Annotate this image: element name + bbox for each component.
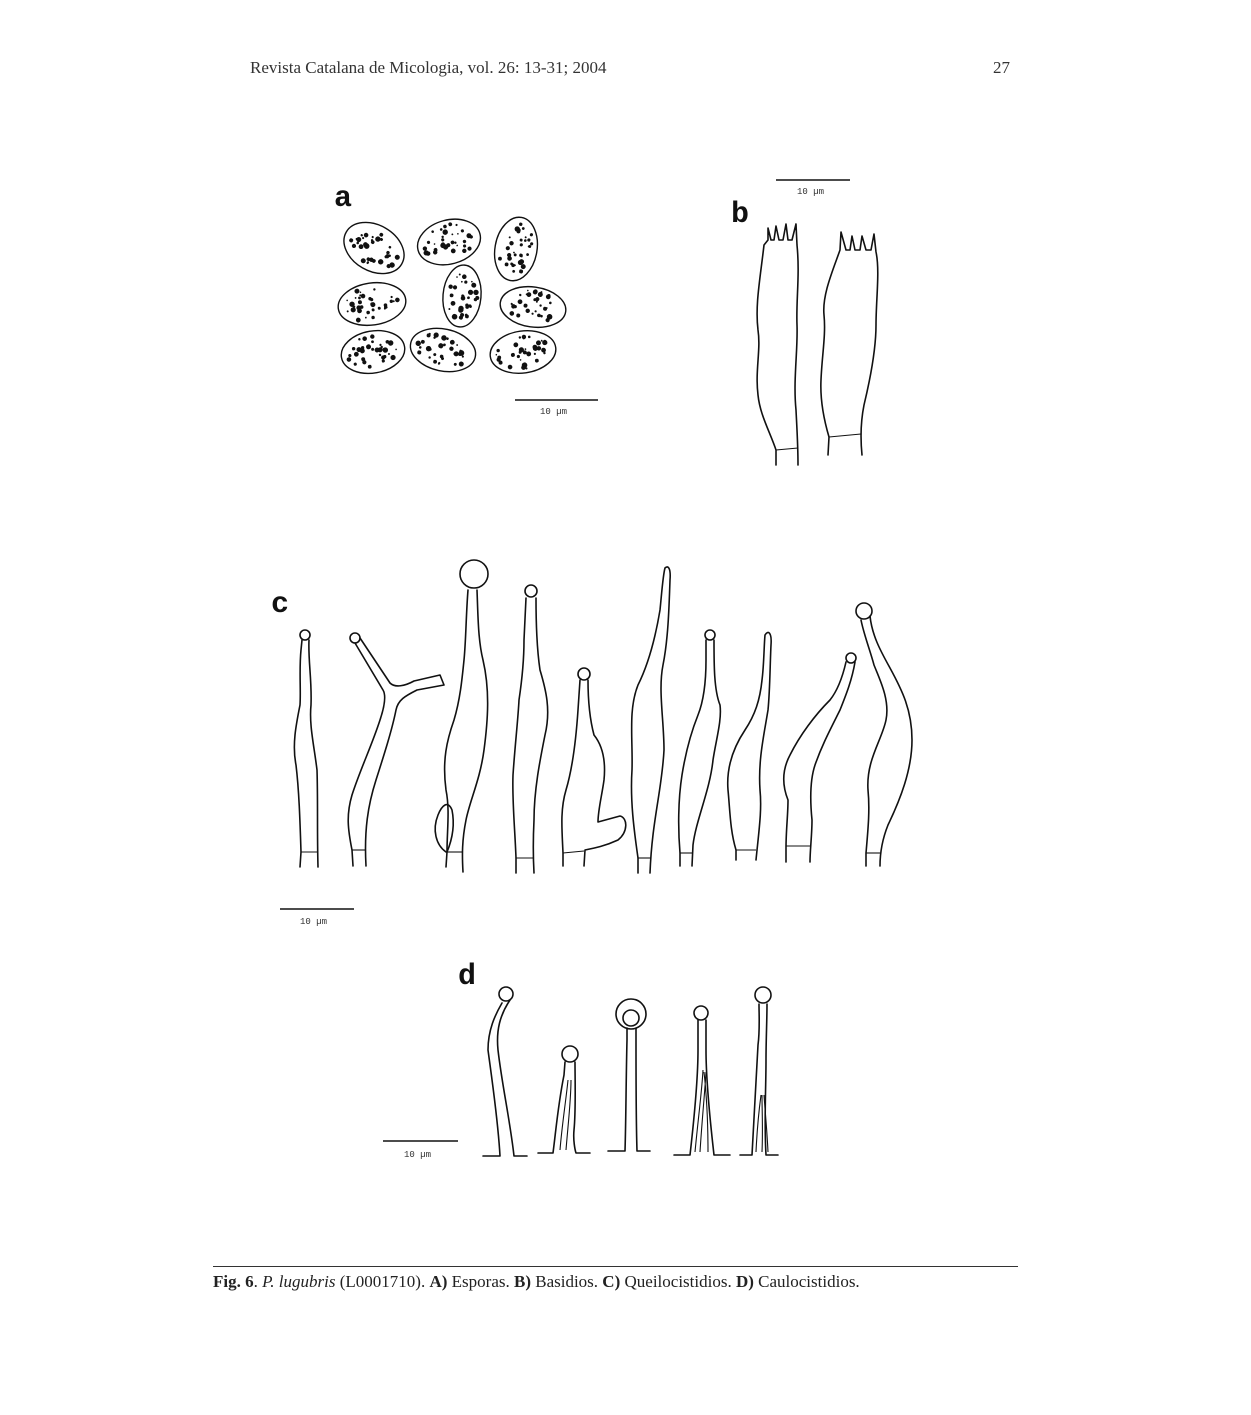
cheilocystidium-4 [513,598,548,873]
spore [335,212,413,284]
cheilocystidium-3 [445,590,488,872]
caulocystidium-5-capitulum [755,987,771,1003]
panel-c-letter: c [271,588,290,622]
spore-outline [406,323,479,378]
cheilocystidium-1 [294,640,318,867]
caption-b-key: B) [513,1272,531,1291]
panel-d-letter: d [458,960,477,994]
caption-c-key: C) [602,1272,621,1291]
caption-d-key: D) [735,1272,754,1291]
caption-d-text: Caulocistidios. [753,1272,860,1291]
spore [412,212,485,271]
spore [335,278,408,329]
cheilocystidium-9 [784,662,855,862]
panel-c-scale-label: 10 µm [300,917,328,927]
panel-d-scale-label: 10 µm [404,1150,432,1160]
basidium-1-septum [776,448,798,450]
cheilocystidium-2-capitulum [350,633,360,643]
caulocystidium-1 [483,1000,527,1156]
panel-b-letter: b [731,198,750,232]
spore-outline [338,326,408,378]
panel-a-letter: a [334,182,353,216]
caption-sep: . [253,1272,263,1291]
caption-rule [213,1266,1018,1267]
basidium-1 [757,224,798,465]
figure-caption [213,1272,860,1292]
cheilocystidium-5 [562,680,626,866]
cheilocystidium-10-capitulum [856,603,872,619]
cheilocystidium-8 [728,632,771,860]
spore-outline [498,283,569,332]
caption-specimen: (L0001710). [335,1272,430,1291]
panel-c [271,560,912,927]
cheilocystidium-1-capitulum [300,630,310,640]
cheilocystidium-5-septum [563,851,584,853]
caption-c-text: Queilocistidios. [620,1272,736,1291]
page-number: 27 [993,58,1010,77]
spore-outline [490,214,542,284]
spores-group [335,212,569,378]
spore-outline [412,212,485,271]
spore [440,263,483,328]
spore [338,326,408,378]
cheilocystidium-4-capitulum [525,585,537,597]
cheilocystidium-3-capitulum [460,560,488,588]
caulocystidium-3-inner-capitulum [623,1010,639,1026]
caption-b-text: Basidios. [530,1272,603,1291]
cheilocystidium-7 [679,640,721,866]
panel-a-scale-label: 10 µm [540,407,568,417]
running-head: Revista Catalana de Micologia, vol. 26: 13-31; 2004 [250,58,607,77]
panel-a [334,182,598,417]
spore-outline [335,212,413,284]
spore [406,323,479,378]
caulocystidium-4-capitulum [694,1006,708,1020]
caption-fig-label: Fig. 6 [213,1272,254,1291]
cheilocystidium-3-bud [435,805,453,852]
spore [490,214,542,284]
cheilocystidium-6 [631,567,670,873]
basidium-2-septum [829,434,861,437]
caption-species: P. lugubris [262,1272,336,1291]
cheilocystidium-5-capitulum [578,668,590,680]
caption-a-text: Esporas. [447,1272,514,1291]
caulocystidium-1-capitulum [499,987,513,1001]
cheilocystidium-2 [348,638,444,866]
caulocystidium-2-capitulum [562,1046,578,1062]
caulocystidium-2 [538,1062,590,1153]
spore [498,283,569,332]
cheilocystidium-10 [861,616,912,866]
basidium-2 [821,232,878,455]
panel-d [383,960,778,1160]
spore [487,327,558,378]
caption-a-key: A) [429,1272,448,1291]
caulocystidium-3 [608,1028,650,1151]
caulocystidium-3-outer-capitulum [616,999,646,1029]
panel-b [731,180,878,465]
cheilocystidium-9-capitulum [846,653,856,663]
caulocystidium-5 [740,1004,778,1155]
cheilocystidium-7-capitulum [705,630,715,640]
panel-b-scale-label: 10 µm [797,187,825,197]
